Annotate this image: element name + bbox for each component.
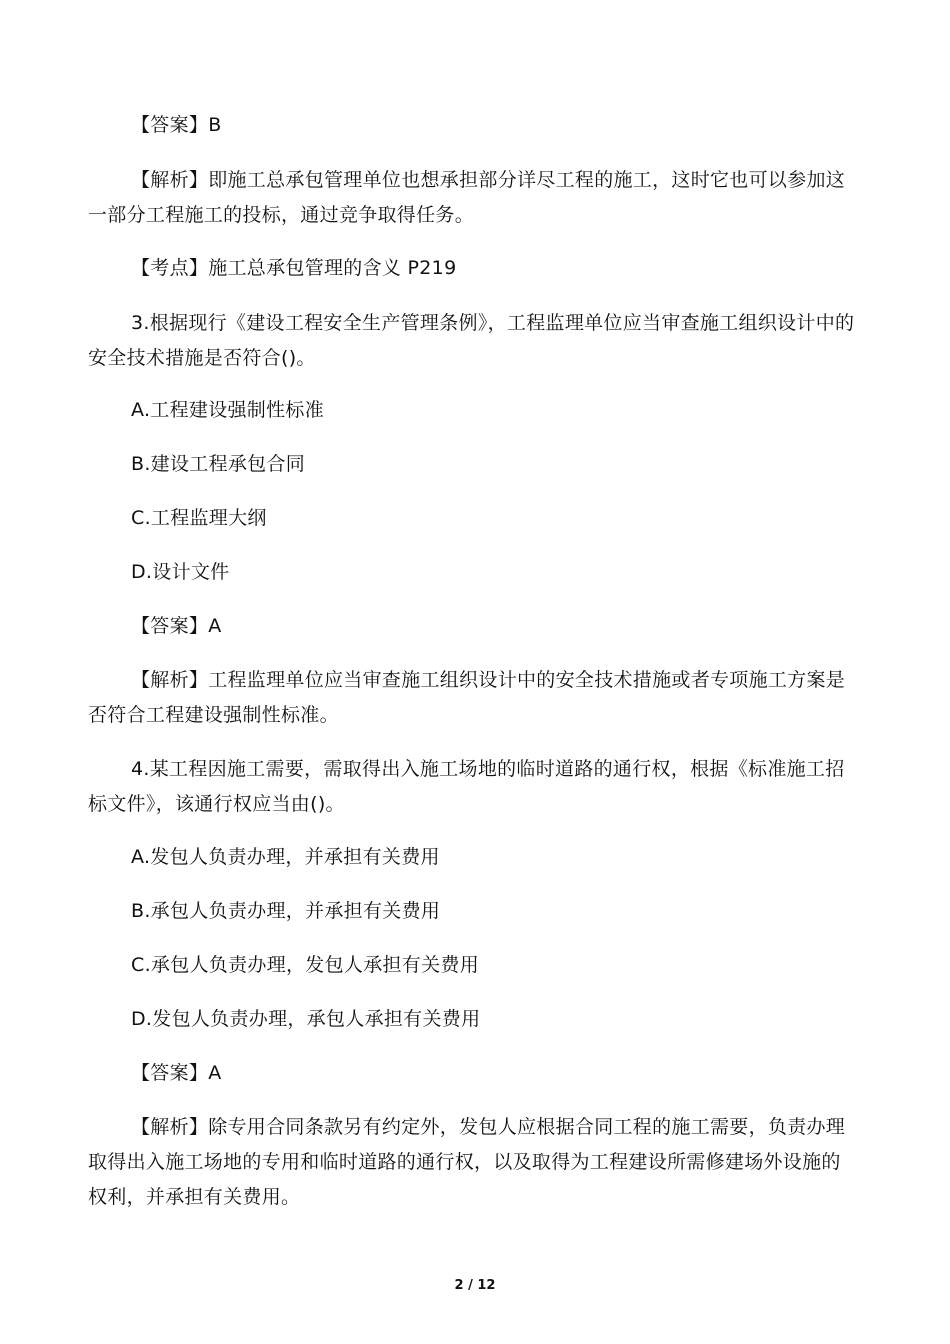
page-number: 2 / 12 [454, 1278, 496, 1293]
analysis-q2: 【解析】即施工总承包管理单位也想承担部分详尽工程的施工，这时它也可以参加这一部分工程施工的投标，通过竞争取得任务。 [88, 169, 846, 226]
analysis-q4: 【解析】除专用合同条款另有约定外，发包人应根据合同工程的施工需要，负责办理取得出入施工场地的专用和临时道路的通行权，以及取得为工程建设所需修建场外设施的权利，并承担有关费用。 [88, 1116, 846, 1208]
question-4: 4.某工程因施工需要，需取得出入施工场地的临时道路的通行权，根据《标准施工招标文件》，该通行权应当由()。 [88, 758, 845, 815]
q3-option-d: D.设计文件 [131, 561, 230, 583]
answer-q4: 【答案】A [131, 1062, 222, 1084]
keypoint-q2: 【考点】施工总承包管理的含义 P219 [131, 257, 457, 279]
answer-q2: 【答案】B [131, 114, 222, 136]
q4-option-c: C.承包人负责办理，发包人承担有关费用 [131, 954, 480, 976]
q4-option-a: A.发包人负责办理，并承担有关费用 [131, 846, 440, 868]
answer-q3: 【答案】A [131, 615, 222, 637]
q4-option-b: B.承包人负责办理，并承担有关费用 [131, 900, 441, 922]
q4-option-d: D.发包人负责办理，承包人承担有关费用 [131, 1008, 481, 1030]
analysis-q3: 【解析】工程监理单位应当审查施工组织设计中的安全技术措施或者专项施工方案是否符合工程建设强制性标准。 [88, 669, 846, 726]
q3-option-a: A.工程建设强制性标准 [131, 399, 325, 421]
q3-option-b: B.建设工程承包合同 [131, 453, 306, 475]
question-3: 3.根据现行《建设工程安全生产管理条例》，工程监理单位应当审查施工组织设计中的安全技术措施是否符合()。 [88, 312, 855, 369]
q3-option-c: C.工程监理大纲 [131, 507, 267, 529]
